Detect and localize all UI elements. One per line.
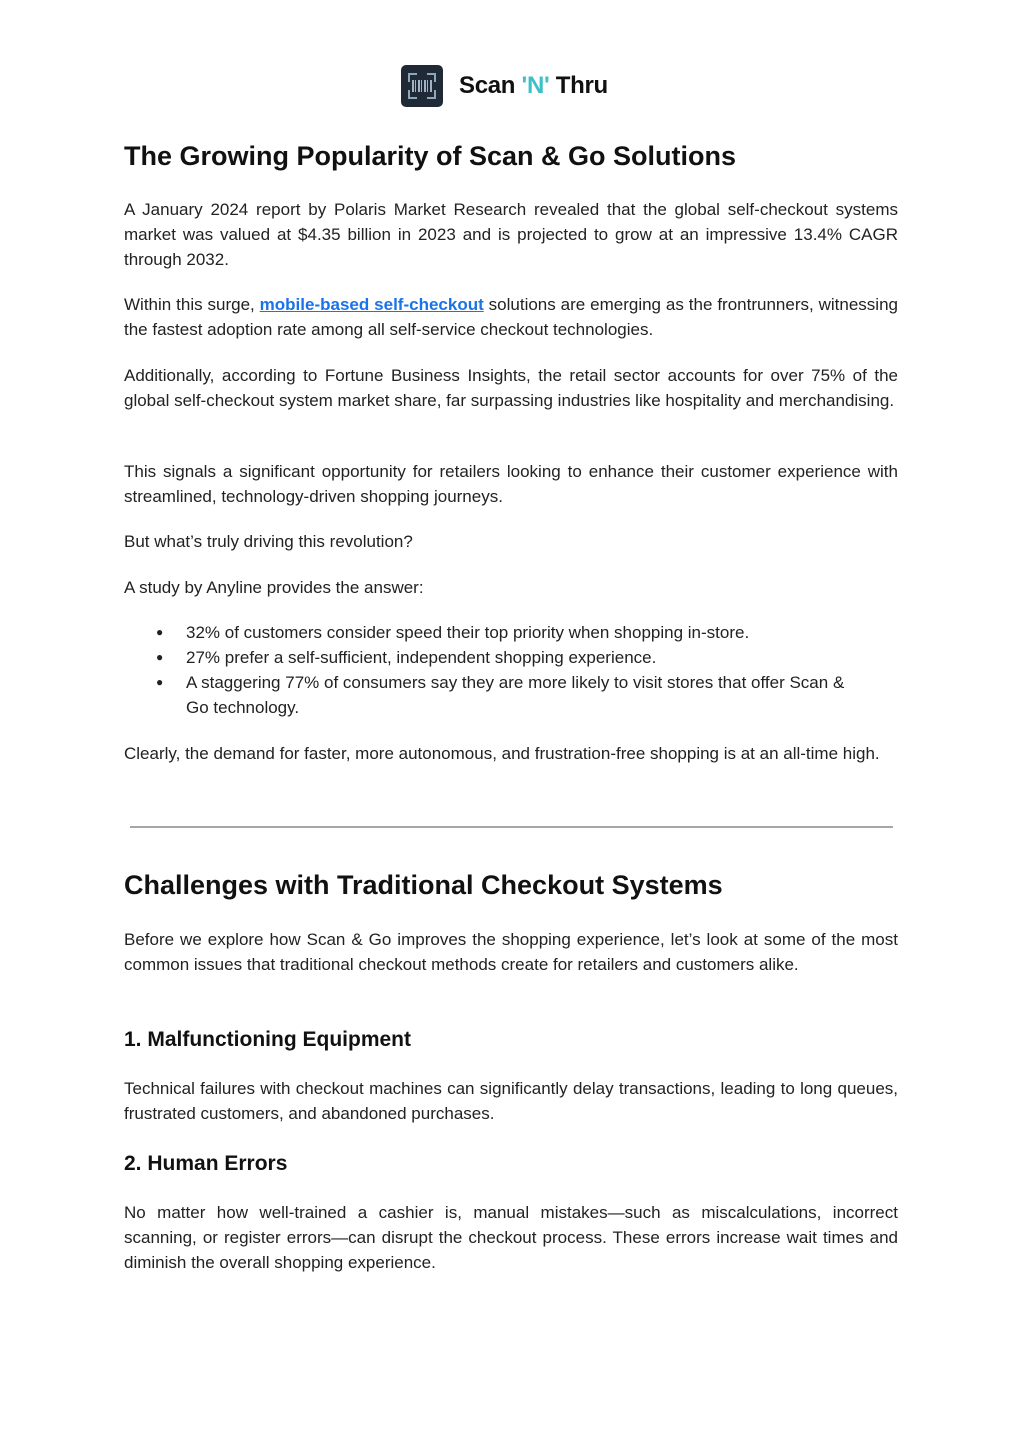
subheading-malfunctioning-equipment: 1. Malfunctioning Equipment	[124, 1028, 411, 1051]
paragraph-human-errors: No matter how well-trained a cashier is, manual mistakes—such as miscalculations, incorrect scanning, or register errors—can disrupt the checkout process. These errors increase wait times and diminish the overall shopping experience.	[124, 1203, 898, 1272]
paragraph-question: But what’s truly driving this revolution?	[124, 532, 413, 551]
section-heading-challenges: Challenges with Traditional Checkout Systems	[124, 870, 723, 900]
mobile-self-checkout-link[interactable]: mobile-based self-checkout	[259, 295, 484, 314]
paragraph-market-report: A January 2024 report by Polaris Market Research revealed that the global self-checkout systems market was valued at $4.35 billion in 2023 and is projected to grow at an impressive 13.4% CAGR through 2032.	[124, 200, 898, 269]
paragraph-malfunctioning-equipment: Technical failures with checkout machines can significantly delay transactions, leading to long queues, frustrated customers, and abandoned purchases.	[124, 1079, 898, 1123]
subheading-human-errors: 2. Human Errors	[124, 1152, 288, 1175]
paragraph-study-intro: A study by Anyline provides the answer:	[124, 578, 424, 597]
paragraph-mobile-checkout: Within this surge, mobile-based self-checkout solutions are emerging as the frontrunners, witnessing the fastest adoption rate among all self-service checkout technologies.	[124, 295, 898, 339]
list-item: ● A staggering 77% of consumers say they are more likely to visit stores that offer Scan & Go technology.	[124, 670, 866, 720]
stats-bullet-list	[124, 620, 898, 720]
section-divider	[130, 826, 893, 828]
list-item: ● 27% prefer a self-sufficient, independent shopping experience.	[124, 645, 866, 670]
brand-logo	[401, 64, 608, 108]
paragraph-challenges-intro: Before we explore how Scan & Go improves the shopping experience, let’s look at some of the most common issues that traditional checkout methods create for retailers and customers alike.	[124, 930, 898, 974]
barcode-scanner-icon	[401, 65, 443, 107]
section-heading-popularity: The Growing Popularity of Scan & Go Solutions	[124, 141, 737, 171]
brand-name: Scan 'N' Thru	[459, 72, 608, 99]
paragraph-retail-share: Additionally, according to Fortune Business Insights, the retail sector accounts for over 75% of the global self-checkout system market share, far surpassing industries like hospitality and merchandising.	[124, 366, 898, 410]
paragraph-conclusion: Clearly, the demand for faster, more autonomous, and frustration-free shopping is at an all-time high.	[124, 744, 880, 763]
list-item: ● 32% of customers consider speed their top priority when shopping in-store.	[124, 620, 866, 645]
paragraph-opportunity: This signals a significant opportunity for retailers looking to enhance their customer experience with streamlined, technology-driven shopping journeys.	[124, 462, 898, 506]
